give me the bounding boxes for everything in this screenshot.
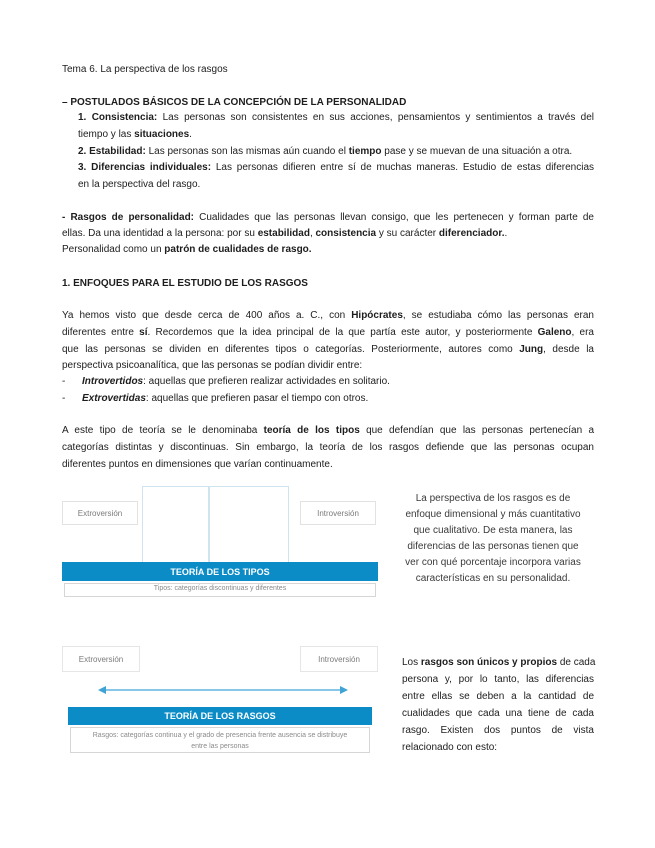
diagram-teoria-tipos — [62, 486, 378, 602]
side-text-line: rasgo. Existen dos puntos de vista — [402, 725, 594, 736]
rasgos-definicion: - Rasgos de personalidad: Cualidades que las personas llevan consigo, que les pertenecen y forman parte de — [62, 212, 594, 223]
section-heading-postulados: – POSTULADOS BÁSICOS DE LA CONCEPCIÓN DE LA PERSONALIDAD — [62, 97, 407, 108]
paragraph-line: diferentes puntos en dimensiones que varían continuamente. — [62, 459, 333, 470]
label-extroversion: Extroversión — [62, 501, 138, 525]
side-text-perspectiva — [393, 491, 593, 587]
paragraph-line: A este tipo de teoría se le denominaba teoría de los tipos que defendían que las personas pertenecían a — [62, 425, 595, 436]
side-text-line: ver con qué porcentaje incorpora varias — [405, 557, 581, 568]
diagram-teoria-rasgos — [62, 646, 378, 756]
bullet-introvertidos: - Introvertidos: aquellas que prefieren realizar actividades en solitario. — [62, 376, 390, 387]
list-item-consistencia: 1. Consistencia: Las personas son consistentes en sus acciones, pensamientos y sentimientos a través del — [78, 112, 595, 123]
list-item-estabilidad: 2. Estabilidad: Las personas son las mismas aún cuando el tiempo pase y se muevan de una situación a otra. — [78, 146, 573, 157]
side-text-line: características en su personalidad. — [415, 573, 571, 584]
bar-teoria-tipos: TEORÍA DE LOS TIPOS — [62, 562, 378, 581]
label-extroversion: Extroversión — [62, 646, 140, 672]
list-item-diferencias: 3. Diferencias individuales: Las personas difieren entre sí de muchas maneras. Estudio de estas diferencias — [78, 162, 595, 173]
section-heading-enfoques: 1. ENFOQUES PARA EL ESTUDIO DE LOS RASGOS — [62, 278, 308, 289]
list-item-diferencias-cont: en la perspectiva del rasgo. — [78, 179, 201, 190]
bullet-extrovertidas: - Extrovertidas: aquellas que prefieren pasar el tiempo con otros. — [62, 393, 369, 404]
rasgos-patron: Personalidad como un patrón de cualidades de rasgo. — [62, 244, 312, 255]
paragraph-line: diferentes entre sí. Recordemos que la idea principal de la que partía este autor, y posteriormente Galeno, era — [62, 327, 594, 338]
side-text-line: relacionado con esto: — [402, 742, 498, 753]
side-text-line: diferencias de las personas tienen que — [407, 541, 579, 552]
side-text-line: enfoque dimensional y más cuantitativo — [405, 509, 581, 520]
paragraph-line: Ya hemos visto que desde cerca de 400 años a. C., con Hipócrates, se estudiaba cómo las personas eran — [62, 310, 594, 321]
category-box-left — [142, 486, 209, 563]
category-box-right — [209, 486, 289, 563]
label-introversion: Introversión — [300, 501, 376, 525]
bar-teoria-rasgos: TEORÍA DE LOS RASGOS — [68, 707, 372, 725]
continuum-arrow — [98, 684, 348, 696]
paragraph-line: perspectiva psicoanalítica, que las personas se podían dividir entre: — [62, 360, 363, 371]
label-introversion: Introversión — [300, 646, 378, 672]
paragraph-line: que las personas se dividen en diferentes tipos o categorías. Posteriormente, autores como Jung, desde la — [62, 344, 594, 355]
paragraph-line: categorías distintas y discontinuas. Sin embargo, la teoría de los rasgos defiende que las personas ocupan — [62, 442, 594, 453]
side-text-line: cualidades que cada una tiene de cada — [402, 708, 594, 719]
list-item-consistencia-cont: tiempo y las situaciones. — [78, 129, 192, 140]
sublabel-tipos: Tipos: categorías discontinuas y diferentes — [64, 583, 376, 597]
side-text-line: entre ellas se deben a la cantidad de — [402, 691, 594, 702]
side-text-line: que cualitativo. De esta manera, las — [413, 525, 573, 536]
sublabel-rasgos — [70, 727, 370, 753]
sublabel-rasgos-line2: entre las personas — [191, 743, 249, 750]
page-title: Tema 6. La perspectiva de los rasgos — [62, 64, 228, 75]
rasgos-definicion-cont: ellas. Da una identidad a la persona: por su estabilidad, consistencia y su carácter diferenciador.. — [62, 228, 508, 239]
side-text-line: Los rasgos son únicos y propios de cada — [402, 657, 596, 668]
side-text-line: persona y, por lo tanto, las diferencias — [402, 674, 594, 685]
sublabel-rasgos-line1: Rasgos: categorías continua y el grado de presencia frente ausencia se distribuye — [92, 732, 348, 739]
side-text-line: La perspectiva de los rasgos es de — [415, 493, 571, 504]
